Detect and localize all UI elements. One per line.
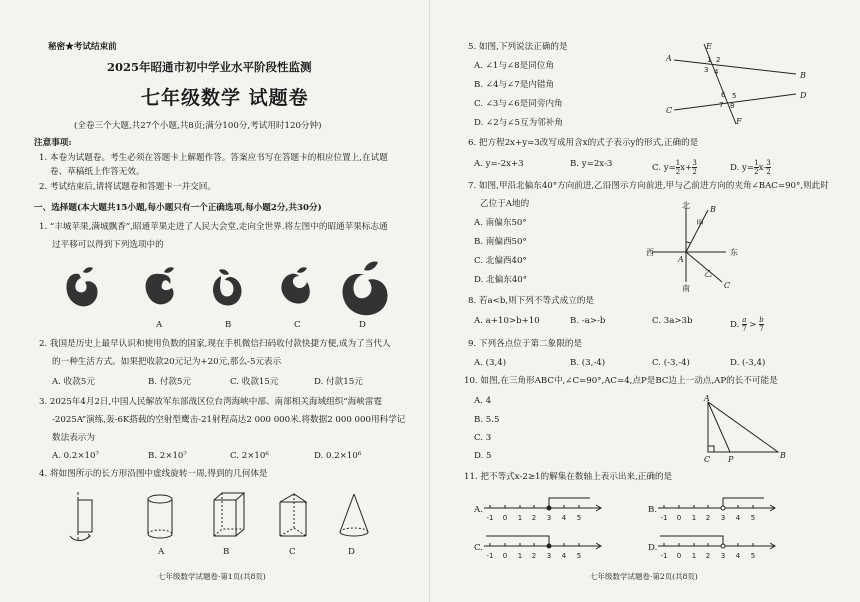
- question-1-text: 1. “丰城苹果,满城飘香”,昭通苹果走进了人民大会堂,走向全世界.将左图中的昭通苹果标志通: [39, 222, 388, 232]
- tick-label: 1: [517, 552, 523, 560]
- triangular-prism-figure: [280, 494, 306, 536]
- tick-label: 5: [576, 552, 582, 560]
- angle-2: 2: [716, 56, 721, 64]
- cylinder-figure: [148, 495, 172, 538]
- question-7-option-c: C. 北偏西40°: [474, 256, 527, 266]
- option-label-d: D: [359, 320, 366, 330]
- option-label-c: C: [294, 320, 301, 330]
- label-south: 南: [682, 284, 690, 292]
- apple-logo-option-b: [213, 269, 242, 305]
- label-c: C: [666, 106, 673, 115]
- question-10-option-b: B. 5.5: [474, 415, 500, 425]
- note-line: 2. 考试结束后,请将试题卷和答题卡一并交回。: [39, 182, 216, 192]
- question-10-option-c: C. 3: [474, 433, 492, 443]
- tick-label: -1: [660, 514, 668, 522]
- tick-label: 0: [502, 514, 508, 522]
- question-11-option-a-letter: A.: [474, 505, 483, 515]
- number-line-option-a: [482, 490, 606, 526]
- tick-label: 2: [531, 514, 537, 522]
- option-label-a: A: [158, 547, 165, 557]
- label-c: C: [724, 281, 731, 290]
- label-jia: 甲: [696, 219, 704, 228]
- apple-logo-option-d: [343, 261, 388, 315]
- question-6-option-d: D. y= $\frac{1}{2}$ x- $\frac{3}{2}$: [730, 159, 771, 176]
- tick-label: -1: [660, 552, 668, 560]
- question-1-text: 过平移可以得到下列选项中的: [52, 240, 164, 250]
- question-9-option-a: A. (3,4): [474, 358, 507, 368]
- question-11-option-c-letter: C.: [474, 543, 484, 553]
- question-9-text: 9. 下列各点位于第二象限的是: [468, 339, 583, 349]
- tick-label: 1: [517, 514, 523, 522]
- question-8-option-a: A. a+10>b+10: [474, 316, 540, 326]
- apple-logo-option-a: [146, 267, 174, 304]
- tick-label: 1: [691, 514, 697, 522]
- question-3-text: 数法表示为: [52, 433, 95, 443]
- tick-label: 2: [705, 552, 711, 560]
- question-5-option-b: B. ∠4与∠7是内错角: [474, 80, 555, 90]
- question-3-option-c: C. 2×10⁶: [230, 451, 269, 461]
- angle-6: 6: [721, 91, 726, 99]
- question-10-text: 10. 如图,在三角形ABC中,∠C=90°,AC=4,点P是BC边上一动点,AP的长不可能是: [464, 376, 778, 386]
- label-b: B: [800, 71, 806, 80]
- option-label-b: B: [225, 320, 232, 330]
- tick-label: 4: [735, 514, 741, 522]
- question-6-option-b: B. y=2x-3: [570, 159, 613, 169]
- question-8-option-d: D. $\frac{a}{7}$ > $\frac{b}{7}$: [730, 316, 764, 333]
- question-5-option-c: C. ∠3与∠6是同旁内角: [474, 99, 563, 109]
- question-5-figure: [666, 40, 816, 126]
- question-7-text: 7. 如图,甲沿北偏东40°方向前进,乙沿图示方向前进,甲与乙前进方向的夹角∠BAC=90°,则此时: [468, 181, 829, 191]
- note-line: 1. 本卷为试题卷。考生必须在答题卡上解题作答。答案应书写在答题卡的相应位置上,在试题: [39, 153, 388, 163]
- angle-3: 3: [704, 66, 709, 74]
- label-a: A: [678, 255, 684, 264]
- cone-figure: [340, 494, 368, 536]
- label-b: B: [780, 451, 786, 460]
- label-b: B: [710, 205, 716, 214]
- question-4-figure: [64, 490, 384, 546]
- angle-8: 8: [730, 102, 735, 110]
- question-3-option-d: D. 0.2×10⁶: [314, 451, 362, 461]
- question-7-option-d: D. 北偏东40°: [474, 275, 528, 285]
- exam-info: (全卷三个大题,共27个小题,共8页;满分100分,考试用时120分钟): [74, 121, 322, 131]
- question-3-option-a: A. 0.2×10⁷: [52, 451, 99, 461]
- tick-label: 0: [676, 514, 682, 522]
- tick-label: 3: [546, 514, 552, 522]
- question-10-option-a: A. 4: [474, 396, 492, 406]
- tick-label: 3: [546, 552, 552, 560]
- question-10-option-d: D. 5: [474, 451, 492, 461]
- section-heading: 一、选择题(本大题共15小题,每小题只有一个正确选项,每小题2分,共30分): [34, 203, 322, 213]
- note-line: 卷、草稿纸上作答无效。: [50, 167, 145, 177]
- tick-label: 3: [720, 514, 726, 522]
- tick-label: 3: [720, 552, 726, 560]
- question-7-figure: [644, 200, 754, 292]
- question-7-option-b: B. 南偏西50°: [474, 237, 527, 247]
- question-5-option-d: D. ∠2与∠5互为邻补角: [474, 118, 563, 128]
- page-footer: 七年级数学试题卷·第1页(共8页): [158, 572, 266, 581]
- tick-label: 4: [735, 552, 741, 560]
- question-11-option-b-letter: B.: [648, 505, 658, 515]
- angle-5: 5: [732, 92, 737, 100]
- question-9-option-c: C. (-3,-4): [652, 358, 690, 368]
- question-10-figure: [694, 394, 794, 466]
- question-2-text: 的一种生活方式。如果把收款20元记为+20元,那么-5元表示: [52, 357, 282, 367]
- question-2-option-d: D. 付款15元: [314, 377, 363, 387]
- question-7-text: 乙位于A地的: [480, 199, 530, 209]
- tick-label: 0: [676, 552, 682, 560]
- question-3-text: 3. 2025年4月2日,中国人民解放军东部战区位台湾海峡中部、南部相关海域组织“海峡雷霆: [39, 397, 383, 407]
- label-e: E: [706, 42, 712, 51]
- number-line-option-c: [482, 528, 606, 564]
- question-9-option-b: B. (3,-4): [570, 358, 606, 368]
- tick-label: -1: [486, 514, 494, 522]
- question-2-option-a: A. 收款5元: [52, 377, 95, 387]
- label-p: P: [728, 455, 734, 464]
- question-8-option-b: B. -a>-b: [570, 316, 606, 326]
- question-3-text: -2025A”演练,轰-6K搭载的空射型鹰击-21射程高达2 000 000米.将数据2 000 000用科学记: [52, 415, 406, 425]
- label-d: D: [800, 91, 807, 100]
- exam-subtitle: 七年级数学 试题卷: [141, 87, 309, 109]
- question-3-option-b: B. 2×10⁷: [148, 451, 187, 461]
- tick-label: 5: [576, 514, 582, 522]
- tick-label: 5: [750, 514, 756, 522]
- label-north: 北: [682, 201, 690, 210]
- question-5-option-a: A. ∠1与∠8是同位角: [474, 61, 554, 71]
- question-2-option-c: C. 收款15元: [230, 377, 279, 387]
- question-5-text: 5. 如图,下列说法正确的是: [468, 42, 568, 52]
- option-label-a: A: [156, 320, 163, 330]
- label-a: A: [704, 394, 710, 403]
- question-8-option-c: C. 3a>3b: [652, 316, 693, 326]
- label-c: C: [704, 455, 711, 464]
- page-footer: 七年级数学试题卷·第2页(共8页): [590, 572, 698, 581]
- tick-label: 2: [531, 552, 537, 560]
- page-2: [430, 0, 860, 602]
- number-line-option-b: [656, 490, 780, 526]
- rotating-rectangle-figure: [70, 492, 92, 541]
- tick-label: 5: [750, 552, 756, 560]
- question-6-option-c: C. y= $\frac{1}{2}$ x+ $\frac{3}{2}$: [652, 159, 697, 176]
- tick-label: 4: [561, 552, 567, 560]
- option-label-b: B: [223, 547, 230, 557]
- question-1-figure: [60, 258, 400, 324]
- number-line-option-d: [656, 528, 780, 564]
- label-west: 西: [646, 248, 654, 257]
- question-6-option-a: A. y=-2x+3: [474, 159, 524, 169]
- tick-label: 4: [561, 514, 567, 522]
- question-2-text: 2. 我国是历史上最早认识和使用负数的国家,现在手机微信扫码收付款快捷方便,成为了当代人: [39, 339, 391, 349]
- question-7-option-a: A. 南偏东50°: [474, 218, 527, 228]
- label-yi: 乙: [704, 269, 712, 278]
- apple-logo-original: [67, 267, 98, 306]
- angle-1: 1: [707, 56, 712, 64]
- label-f: F: [736, 117, 742, 126]
- option-label-c: C: [289, 547, 296, 557]
- question-8-text: 8. 若a<b,则下列不等式成立的是: [468, 296, 595, 306]
- label-a: A: [666, 54, 672, 63]
- question-2-option-b: B. 付款5元: [148, 377, 192, 387]
- angle-7: 7: [719, 101, 724, 109]
- tick-label: 2: [705, 514, 711, 522]
- question-6-text: 6. 把方程2x+y=3改写成用含x的式子表示y的形式,正确的是: [468, 138, 699, 148]
- angle-4: 4: [714, 68, 719, 76]
- label-east: 东: [730, 248, 738, 257]
- tick-label: 1: [691, 552, 697, 560]
- tick-label: -1: [486, 552, 494, 560]
- tick-label: 0: [502, 552, 508, 560]
- question-11-option-d-letter: D.: [648, 543, 658, 553]
- rectangular-prism-figure: [214, 493, 244, 536]
- apple-logo-option-c: [281, 267, 309, 303]
- exam-title: 2025年昭通市初中学业水平阶段性监测: [107, 60, 312, 74]
- option-label-d: D: [348, 547, 355, 557]
- question-9-option-d: D. (-3,4): [730, 358, 766, 368]
- notes-heading: 注意事项:: [34, 138, 72, 148]
- question-11-text: 11. 把不等式x-2≥1的解集在数轴上表示出来,正确的是: [464, 472, 673, 482]
- confidential-label: 秘密★考试结束前: [48, 42, 117, 52]
- question-4-text: 4. 将如图所示的长方形沿图中虚线旋转一周,得到的几何体是: [39, 469, 268, 479]
